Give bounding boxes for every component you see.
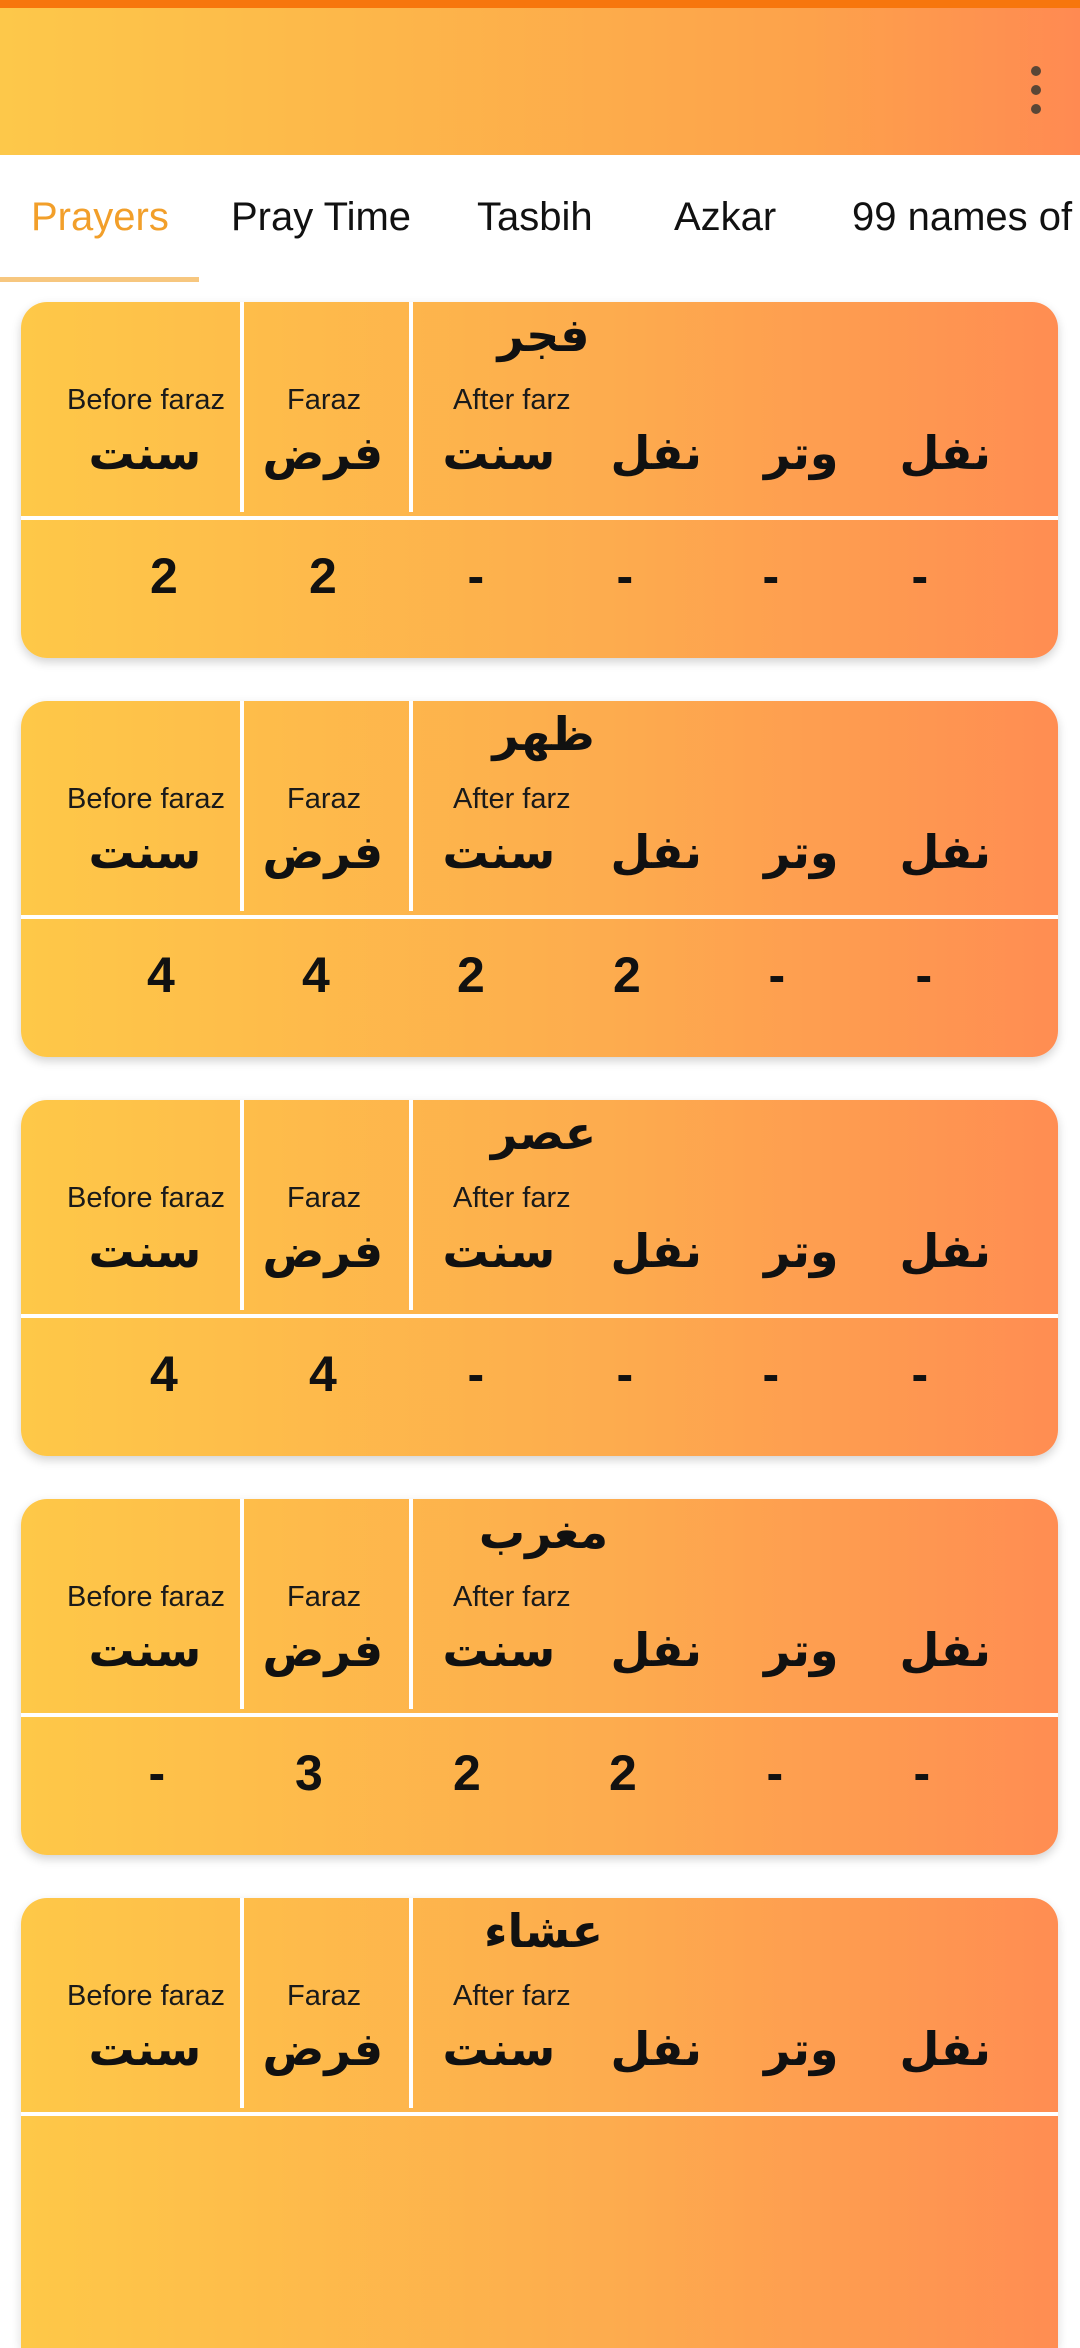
rakat-count: 4 <box>309 1346 337 1402</box>
rakat-count: 3 <box>295 1745 323 1801</box>
row-divider <box>21 1314 1058 1318</box>
rakat-type-label: نفل <box>610 1224 702 1278</box>
rakat-count: 4 <box>147 947 175 1003</box>
rakat-type-label: وتر <box>764 426 839 480</box>
row-divider <box>21 915 1058 919</box>
prayer-name: ظهر <box>492 707 595 761</box>
label-faraz: Faraz <box>287 1980 362 2012</box>
label-after-farz: After farz <box>453 1980 571 2012</box>
rakat-count: - <box>915 947 933 1003</box>
tab-99-names[interactable]: 99 names of <box>852 195 1073 239</box>
label-after-farz: After farz <box>453 783 571 815</box>
label-faraz: Faraz <box>287 1581 362 1613</box>
prayer-name: مغرب <box>478 1505 609 1559</box>
label-before-faraz: Before faraz <box>67 1980 225 2012</box>
rakat-type-label: سنت <box>88 2022 202 2076</box>
prayer-card <box>21 302 1058 658</box>
rakat-count: - <box>616 548 634 604</box>
row-divider <box>21 2112 1058 2116</box>
rakat-type-label: سنت <box>88 1224 202 1278</box>
prayer-card <box>21 1499 1058 1855</box>
rakat-count: - <box>911 1346 929 1402</box>
rakat-type-label: فرض <box>262 1623 384 1677</box>
rakat-type-label: وتر <box>764 1623 839 1677</box>
prayer-name: عشاء <box>483 1904 604 1958</box>
rakat-type-label: وتر <box>764 2022 839 2076</box>
rakat-type-label: نفل <box>610 2022 702 2076</box>
prayer-card <box>21 1898 1058 2348</box>
label-before-faraz: Before faraz <box>67 1581 225 1613</box>
label-after-farz: After farz <box>453 1581 571 1613</box>
rakat-count: - <box>616 1346 634 1402</box>
row-divider <box>21 516 1058 520</box>
rakat-type-label: نفل <box>899 1623 991 1677</box>
rakat-type-label: سنت <box>442 1224 556 1278</box>
rakat-count: 2 <box>150 548 178 604</box>
prayer-card <box>21 701 1058 1057</box>
rakat-count: 2 <box>609 1745 637 1801</box>
rakat-count: - <box>148 1745 166 1801</box>
status-bar-strip <box>0 0 1080 8</box>
label-faraz: Faraz <box>287 384 362 416</box>
rakat-count: 2 <box>613 947 641 1003</box>
label-before-faraz: Before faraz <box>67 1182 225 1214</box>
rakat-type-label: نفل <box>610 825 702 879</box>
rakat-type-label: سنت <box>442 426 556 480</box>
rakat-count: 4 <box>150 1346 178 1402</box>
rakat-count: - <box>766 1745 784 1801</box>
prayer-name: فجر <box>497 308 590 362</box>
tab-indicator <box>0 277 199 282</box>
rakat-type-label: وتر <box>764 1224 839 1278</box>
tab-bar <box>0 155 1080 283</box>
label-after-farz: After farz <box>453 1182 571 1214</box>
rakat-count: - <box>762 548 780 604</box>
prayer-card <box>21 1100 1058 1456</box>
rakat-count: 4 <box>302 947 330 1003</box>
rakat-type-label: نفل <box>899 825 991 879</box>
rakat-type-label: سنت <box>442 1623 556 1677</box>
rakat-type-label: وتر <box>764 825 839 879</box>
rakat-type-label: سنت <box>88 825 202 879</box>
rakat-type-label: نفل <box>610 1623 702 1677</box>
rakat-count: 2 <box>309 548 337 604</box>
rakat-type-label: سنت <box>88 426 202 480</box>
rakat-count: - <box>913 1745 931 1801</box>
rakat-type-label: نفل <box>610 426 702 480</box>
rakat-type-label: سنت <box>88 1623 202 1677</box>
rakat-type-label: سنت <box>442 2022 556 2076</box>
tab-prayers[interactable]: Prayers <box>31 195 169 239</box>
tab-pray-time[interactable]: Pray Time <box>231 195 412 239</box>
rakat-type-label: سنت <box>442 825 556 879</box>
prayer-name: عصر <box>490 1106 597 1160</box>
label-before-faraz: Before faraz <box>67 384 225 416</box>
rakat-count: - <box>762 1346 780 1402</box>
rakat-type-label: فرض <box>262 426 384 480</box>
rakat-type-label: فرض <box>262 825 384 879</box>
label-faraz: Faraz <box>287 783 362 815</box>
label-after-farz: After farz <box>453 384 571 416</box>
rakat-count: - <box>467 548 485 604</box>
rakat-count: 2 <box>453 1745 481 1801</box>
rakat-type-label: نفل <box>899 2022 991 2076</box>
row-divider <box>21 1713 1058 1717</box>
rakat-type-label: نفل <box>899 426 991 480</box>
more-vert-icon[interactable] <box>1014 58 1058 122</box>
app-bar <box>0 8 1080 155</box>
rakat-count: - <box>768 947 786 1003</box>
rakat-type-label: نفل <box>899 1224 991 1278</box>
label-before-faraz: Before faraz <box>67 783 225 815</box>
tab-azkar[interactable]: Azkar <box>674 195 777 239</box>
rakat-type-label: فرض <box>262 1224 384 1278</box>
label-faraz: Faraz <box>287 1182 362 1214</box>
rakat-count: - <box>911 548 929 604</box>
rakat-type-label: فرض <box>262 2022 384 2076</box>
rakat-count: - <box>467 1346 485 1402</box>
rakat-count: 2 <box>457 947 485 1003</box>
tab-tasbih[interactable]: Tasbih <box>477 195 593 239</box>
